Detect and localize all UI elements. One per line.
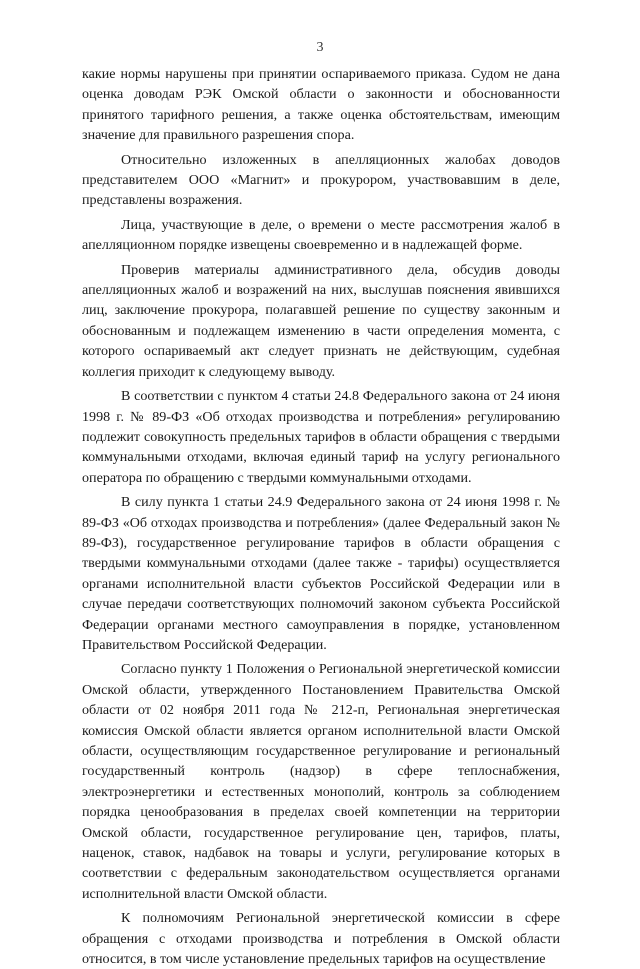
paragraph-review: Проверив материалы административного дела, обсудив доводы апелляционных жалоб и возражений на них, выслушав пояснения явившихся лиц, заключение прокурора, полагавшей решение по существу законным и обоснованным и подлежащем изменению в части определения момента, с которого оспариваемый акт следует признать не действующим, судебная коллегия приходит к следующему выводу.	[82, 261, 560, 380]
paragraph-article-24-9: В силу пункта 1 статьи 24.9 Федерального закона от 24 июня 1998 г. № 89-ФЗ «Об отходах производства и потребления» (далее Федеральный закон № 89-ФЗ), государственное регулирование тарифов в области обращения с твердыми коммунальными отходами (далее также - тарифы) осуществляется органами исполнительной власти субъектов Российской Федерации или в случае передачи соответствующих полномочий законом субъекта Российской Федерации органами местного самоуправления в порядке, установленном Правительством Российской Федерации.	[82, 494, 560, 653]
paragraph-notification: Лица, участвующие в деле, о времени о месте рассмотрения жалоб в апелляционном порядке извещены своевременно и в надлежащей форме.	[82, 216, 560, 254]
paragraph-article-24-8: В соответствии с пунктом 4 статьи 24.8 Федерального закона от 24 июня 1998 г. № 89-ФЗ «Об отходах производства и потребления» регулированию подлежит совокупность предельных тарифов в области обращения с твердыми коммунальными отходами, включая единый тариф на услугу регионального оператора по обращению с твердыми коммунальными отходами.	[82, 388, 560, 486]
paragraph-objections: Относительно изложенных в апелляционных жалобах доводов представителем ООО «Магнит» и прокурором, участвовавшим в деле, представлены возражения.	[82, 151, 560, 209]
document-body	[82, 64, 560, 969]
paragraph-rek-powers: К полномочиям Региональной энергетической комиссии в сфере обращения с отходами производства и потребления в Омской области относится, в том числе установление предельных тарифов на осуществление	[82, 910, 560, 968]
paragraph-rek-regulation: Согласно пункту 1 Положения о Региональной энергетической комиссии Омской области, утвержденного Постановлением Правительства Омской области от 02 ноября 2011 года № 212-п, Региональная энергетическая комиссия Омской области является органом исполнительной власти Омской области, осуществляющим государственное регулирование и региональный государственный контроль (надзор) в сфере теплоснабжения, электроэнергетики и естественных монополий, контроль за соблюдением порядка ценообразования в пределах своей компетенции на территории Омской области, государственное регулирование цен, тарифов, платы, наценок, ставок, надбавок на товары и услуги, регулирование которых в соответствии с федеральным законодательством осуществляется органами исполнительной власти Омской области.	[82, 661, 560, 902]
page-number: 3	[316, 40, 324, 55]
paragraph-continuation: какие нормы нарушены при принятии оспариваемого приказа. Судом не дана оценка доводам РЭК Омской области о законности и обоснованности принятого тарифного решения, а также оценка обстоятельствам, имеющим значение для правильного разрешения спора.	[82, 66, 560, 144]
